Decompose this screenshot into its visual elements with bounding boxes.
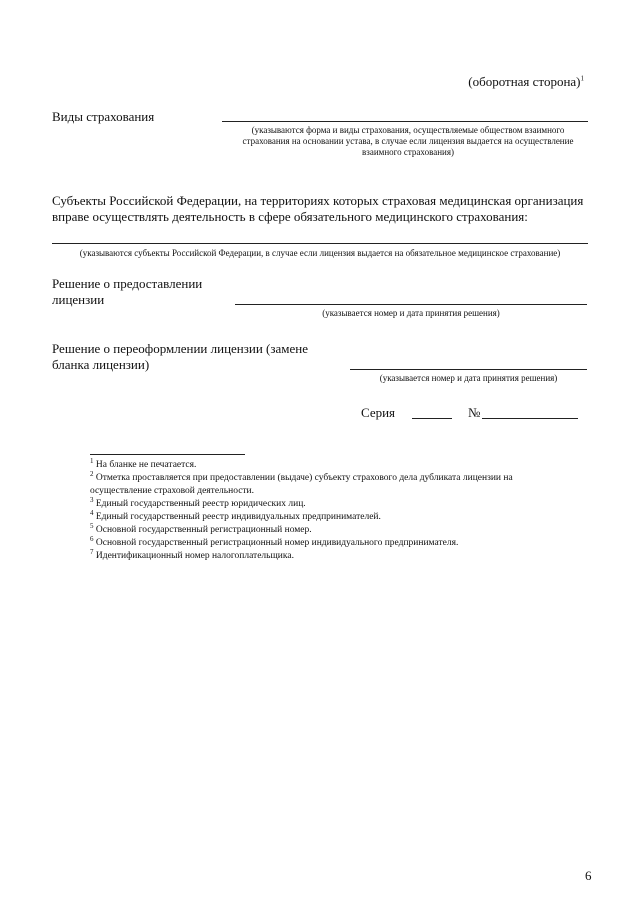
series-line: [412, 418, 452, 419]
footnote-7: $^7$ Идентификационный номер налогоплательщика.: [90, 547, 294, 561]
insurance-types-label: Виды страхования: [52, 109, 155, 124]
decision-reissue-hint: (указывается номер и дата принятия решения): [379, 373, 558, 383]
footnote-4: $^4$ Единый государственный реестр индивидуальных предпринимателей.: [90, 508, 381, 522]
page-number: 6: [585, 868, 592, 883]
number-line: [482, 418, 578, 419]
footnote-2: $^2$ Отметка проставляется при предоставлении (выдаче) субъекту страхового дела дубликата лицензии на: [90, 469, 513, 483]
footnote-6: $^6$ Основной государственный регистрационный номер индивидуального предпринимателя.: [90, 534, 459, 548]
subjects-line: [52, 243, 588, 244]
subjects-hint: (указываются субъекты Российской Федерации, в случае если лицензия выдается на обязательное медицинское страхование): [79, 248, 561, 258]
decision-grant-label: Решение о предоставлении лицензии: [52, 276, 203, 307]
insurance-types-hint: (указываются форма и виды страхования, осуществляемые обществом взаимного страхования на основании устава, в случае если лицензия выдается на осуществление взаимного страхования): [242, 125, 574, 157]
series-label: Серия: [361, 405, 396, 420]
footnote-1: $^1$ На бланке не печатается.: [90, 456, 197, 470]
insurance-types-line: [222, 121, 588, 122]
footnote-separator: [90, 454, 245, 455]
footnote-2-cont: осуществление страховой деятельности.: [90, 486, 255, 496]
decision-grant-hint: (указывается номер и дата принятия решения): [322, 308, 500, 318]
footnote-5: $^5$ Основной государственный регистрационный номер.: [90, 521, 312, 535]
decision-reissue-label: Решение о переоформлении лицензии (замене бланка лицензии): [52, 341, 309, 372]
subjects-text: Субъекты Российской Федерации, на территориях которых страховая медицинская организация вправе осуществлять деятельность в сфере обязательного медицинского страхования:: [52, 193, 584, 224]
footnote-3: $^3$ Единый государственный реестр юридических лиц.: [90, 495, 306, 509]
decision-grant-line: [235, 304, 587, 305]
page-side-label: (оборотная сторона)$^1$: [468, 74, 584, 89]
decision-reissue-line: [350, 369, 587, 370]
number-label: №: [468, 405, 481, 420]
